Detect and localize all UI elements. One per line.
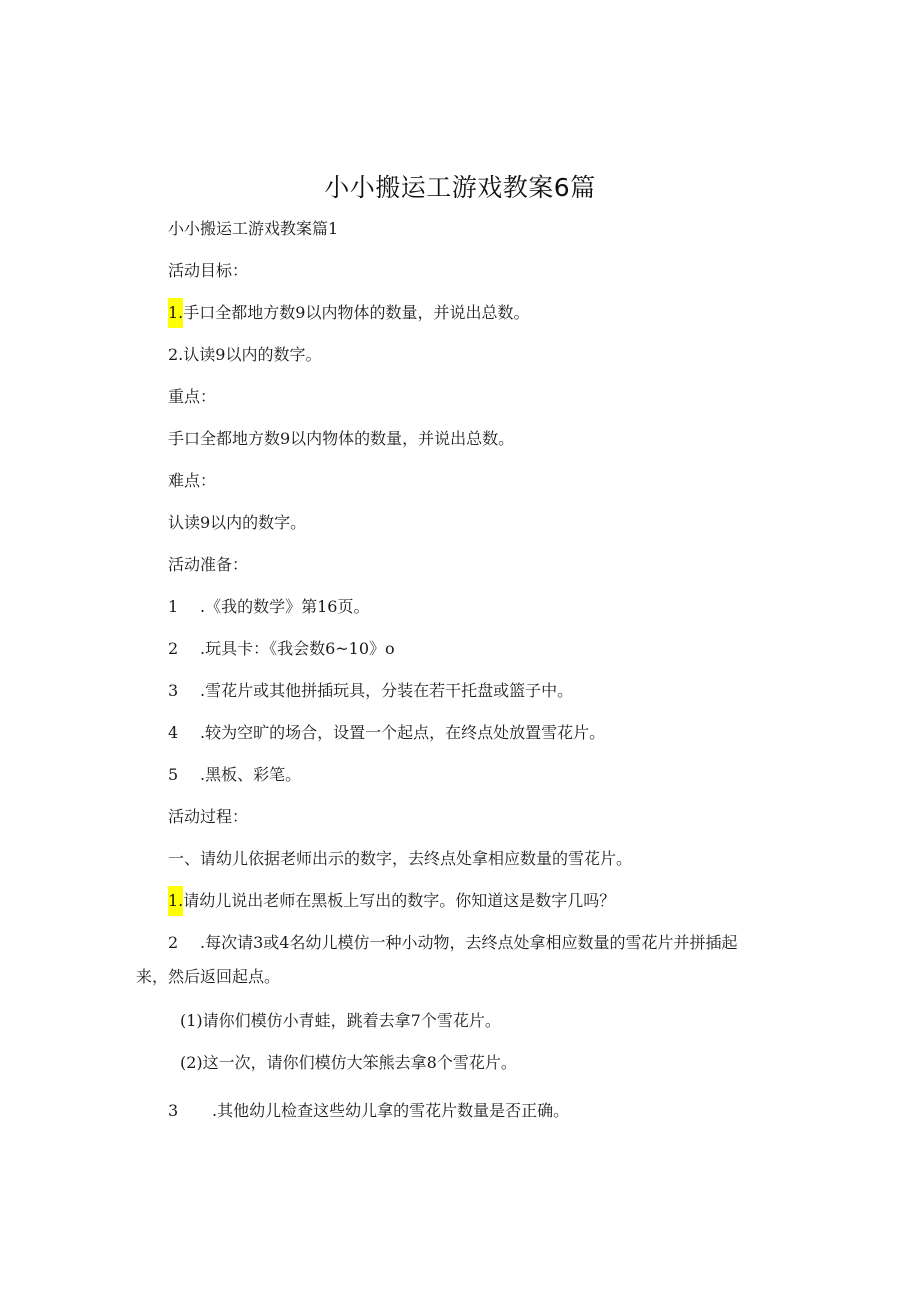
difficulty-text: 认读9以内的数字。	[168, 513, 307, 532]
prep-item-4	[168, 722, 605, 744]
goal-item-1	[168, 302, 529, 328]
step-item-3-text: .其他幼儿检查这些幼儿拿的雪花片数量是否正确。	[212, 1101, 570, 1120]
prep-item-number: 4	[168, 723, 179, 742]
difficulty-heading: 难点：	[168, 471, 217, 490]
prep-item-text: .黑板、彩笔。	[200, 765, 302, 784]
prep-item-text: .玩具卡：《我会数6~10》o	[200, 639, 395, 658]
step-item-1	[168, 890, 615, 916]
step-item-2-text: .每次请3或4名幼儿模仿一种小动物，去终点处拿相应数量的雪花片并拼插起	[200, 933, 738, 952]
prep-item-text: .较为空旷的场合，设置一个起点，在终点处放置雪花片。	[200, 723, 606, 742]
process-heading: 活动过程：	[168, 807, 249, 826]
prep-item-1	[168, 596, 369, 618]
document-title: 小小搬运工游戏教案6篇	[324, 173, 596, 202]
prep-item-number: 5	[168, 765, 179, 784]
prep-item-number: 1	[168, 597, 179, 616]
key-text: 手口全都地方数9以内物体的数量，并说出总数。	[168, 429, 515, 448]
step-item-1-text: 请幼儿说出老师在黑板上写出的数字。你知道这是数字几吗？	[183, 891, 616, 910]
prep-item-text: .《我的数学》第16页。	[200, 597, 370, 616]
key-heading: 重点：	[168, 387, 217, 406]
prep-item-number: 2	[168, 639, 179, 658]
step-item-number: 3	[168, 1101, 179, 1120]
step-item-3	[168, 1100, 569, 1122]
prep-item-text: .雪花片或其他拼插玩具，分装在若干托盘或篮子中。	[200, 681, 574, 700]
prep-item-5	[168, 764, 301, 786]
goal-item-2: 2.认读9以内的数字。	[168, 345, 322, 364]
prep-item-3	[168, 680, 573, 702]
step-one: 一、请幼儿依据老师出示的数字，去终点处拿相应数量的雪花片。	[168, 849, 633, 868]
step-item-2-continued: 来，然后返回起点。	[136, 967, 281, 986]
prep-item-number: 3	[168, 681, 179, 700]
highlighted-number: 1.	[168, 886, 183, 916]
section-subtitle: 小小搬运工游戏教案篇1	[168, 219, 339, 238]
goals-heading: 活动目标：	[168, 261, 249, 280]
highlighted-number: 1.	[168, 298, 183, 328]
prep-heading: 活动准备：	[168, 555, 249, 574]
goal-item-1-text: 手口全都地方数9以内物体的数量，并说出总数。	[183, 303, 530, 322]
prep-item-2	[168, 638, 395, 660]
step-item-2	[168, 932, 737, 954]
step-2-sub-2: (2)这一次，请你们模仿大笨熊去拿8个雪花片。	[180, 1053, 517, 1072]
step-item-number: 2	[168, 933, 179, 952]
step-2-sub-1: (1)请你们模仿小青蛙，跳着去拿7个雪花片。	[180, 1011, 501, 1030]
